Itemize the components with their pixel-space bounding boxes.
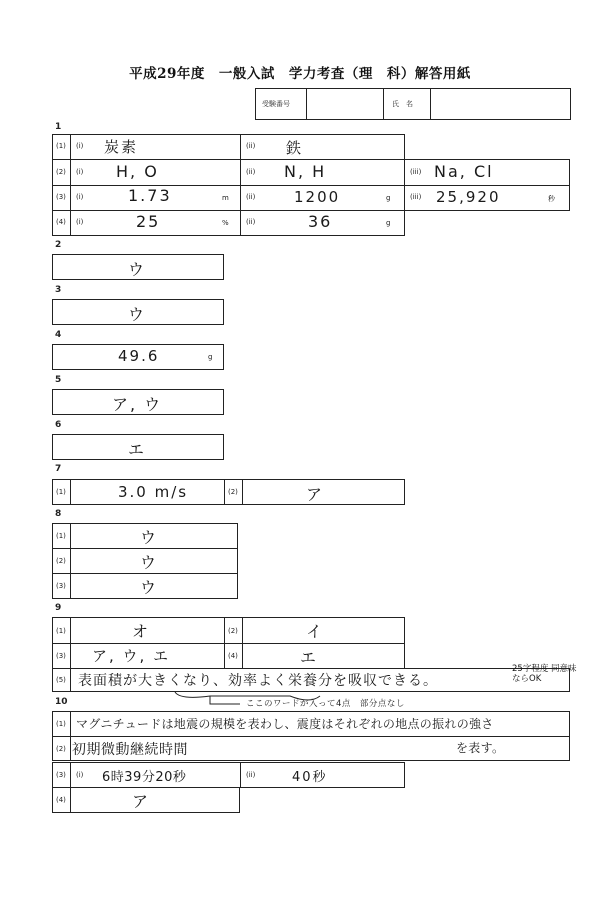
page-title: 平成29年度 一般入試 学力考査（理 科）解答用紙 [129,66,471,82]
question-1-number: 1 [55,122,62,132]
q10-1-answer[interactable]: マグニチュードは地震の規模を表わし、震度はそれぞれの地点の振れの強さ [76,717,494,731]
q4-answer: 49.6 [118,347,160,365]
q9-label: (4) [228,652,238,660]
q1-2-i-answer[interactable]: H, O [116,162,159,181]
q3-answer: ウ [128,305,147,324]
question-8-number: 8 [55,509,62,519]
question-10-number: 10 [55,697,68,707]
q10-3-sub-ii: (ii) [246,771,256,779]
q8-label: (3) [56,582,66,590]
q1-unit: m [222,194,229,202]
q1-unit: g [386,219,391,227]
q1-row-label: (4) [56,218,66,226]
q9-1-answer[interactable]: オ [132,622,151,641]
q10-label: (2) [56,745,66,753]
q2-answer: ウ [128,260,147,279]
q9-4-answer[interactable]: エ [300,648,319,667]
name-field[interactable] [431,89,570,119]
q7-2-answer[interactable]: ア [306,485,325,504]
q1-sub-label: (i) [76,193,84,201]
exam-number-label: 受験番号 [262,100,290,108]
q1-sub-label: (ii) [246,193,256,201]
q8-2-answer[interactable]: ウ [140,553,159,572]
q10-label: (3) [56,771,66,779]
q1-sub-label: (iii) [410,193,422,201]
q1-sub-label: (ii) [246,168,256,176]
q10-label: (1) [56,720,66,728]
q8-label: (1) [56,532,66,540]
q10-1-answer-continued: を表す。 [456,741,505,755]
q9-5-answer: 表面積が大きくなり、効率よく栄養分を吸収できる。 [78,673,438,689]
q10-3-i-answer[interactable]: 6時39分20秒 [102,770,187,785]
name-label: 氏 名 [392,100,413,108]
question-3-number: 3 [55,285,62,295]
q9-2-answer[interactable]: イ [306,622,325,641]
question-4-number: 4 [55,330,62,340]
q1-row-label: (3) [56,193,66,201]
q1-sub-label: (i) [76,142,84,150]
q9-label: (2) [228,627,238,635]
q1-row-label: (1) [56,142,66,150]
question-6-number: 6 [55,420,62,430]
q7-1-answer[interactable]: 3.0 m/s [118,483,189,501]
q1-unit: % [222,219,229,227]
q8-1-answer[interactable]: ウ [140,528,159,547]
q1-unit: 秒 [548,195,555,203]
q1-2-ii-answer[interactable]: N, H [284,162,327,181]
q7-label-2: (2) [228,488,238,496]
q5-answer: ア, ウ [112,395,163,414]
q10-3-ii-answer[interactable]: 40秒 [292,770,328,785]
q10-label: (4) [56,796,66,804]
q7-label-1: (1) [56,488,66,496]
q6-answer: エ [128,440,147,459]
q1-3-iii-answer[interactable]: 25,920 [436,188,501,206]
question-9-number: 9 [55,603,62,613]
q1-row-label: (2) [56,168,66,176]
q1-sub-label: (iii) [410,168,422,176]
q1-1-ii-answer[interactable]: 鉄 [286,139,304,157]
q1-1-i-answer[interactable]: 炭素 [104,138,139,156]
q1-sub-label: (i) [76,168,84,176]
q1-2-iii-answer[interactable]: Na, Cl [434,162,494,181]
q1-3-i-answer[interactable]: 1.73 [128,186,172,205]
q1-4-ii-answer[interactable]: 36 [308,212,333,231]
q1-4-i-answer[interactable]: 25 [136,212,161,231]
question-5-number: 5 [55,375,62,385]
q10-2-answer[interactable]: 初期微動継続時間 [72,742,188,758]
q9-label: (1) [56,627,66,635]
q8-label: (2) [56,557,66,565]
q9-label: (5) [56,676,66,684]
q10-3-sub-i: (i) [76,771,84,779]
q1-sub-label: (ii) [246,218,256,226]
grading-note-length: 25字程度 同意味ならOK [512,664,577,684]
question-7-number: 7 [55,464,62,474]
q1-3-ii-answer[interactable]: 1200 [294,188,341,206]
q1-unit: g [386,194,391,202]
q9-3-answer[interactable]: ア, ウ, エ [92,647,171,665]
q9-label: (3) [56,652,66,660]
q1-sub-label: (i) [76,218,84,226]
grading-note-keywords: ここのワードが入って4点 部分点なし [246,699,405,709]
exam-number-field[interactable] [307,89,382,119]
q1-sub-label: (ii) [246,142,256,150]
q8-3-answer[interactable]: ウ [140,578,159,597]
question-2-number: 2 [55,240,62,250]
q10-4-answer[interactable]: ア [132,792,151,811]
q4-unit: g [208,353,213,361]
